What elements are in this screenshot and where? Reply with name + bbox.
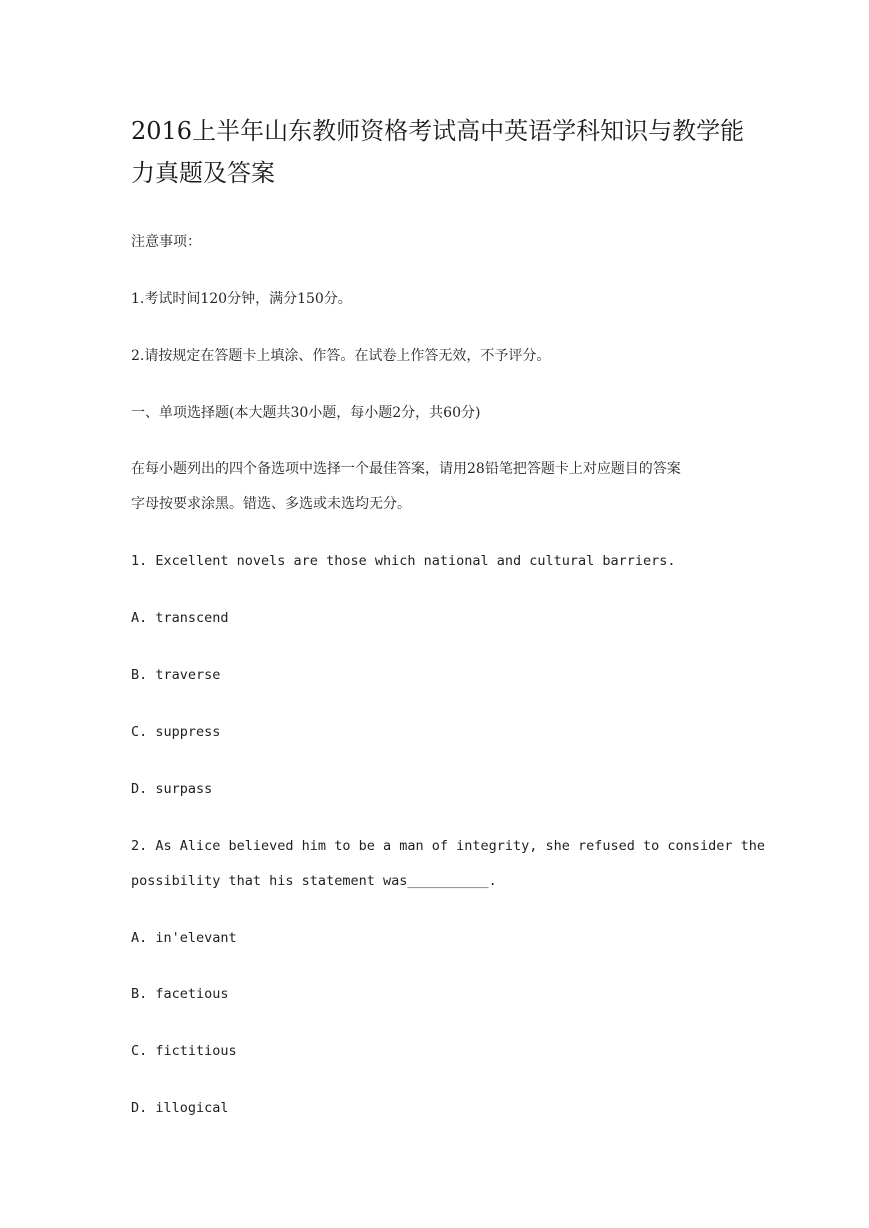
answer-option: C. fictitious bbox=[131, 1043, 237, 1059]
document-title: 2016上半年山东教师资格考试高中英语学科知识与教学能力真题及答案 bbox=[131, 117, 745, 187]
answer-option: D. illogical bbox=[131, 1100, 229, 1116]
answer-option: A. transcend bbox=[131, 610, 229, 626]
section-instruction: 字母按要求涂黑。错选、多选或未选均无分。 bbox=[131, 496, 411, 512]
section-instruction: 在每小题列出的四个备选项中选择一个最佳答案，请用28铅笔把答题卡上对应题目的答案 bbox=[131, 461, 681, 477]
answer-option: D. surpass bbox=[131, 781, 213, 797]
answer-option: B. facetious bbox=[131, 986, 229, 1002]
notice-heading: 注意事项： bbox=[131, 234, 201, 250]
question-stem: 1. Excellent novels are those which national and cultural barriers. bbox=[131, 553, 676, 569]
question-stem: 2. As Alice believed him to be a man of integrity, she refused to consider the bbox=[131, 838, 765, 854]
answer-option: A. in'elevant bbox=[131, 930, 237, 946]
notice-item: 1.考试时间120分钟，满分150分。 bbox=[131, 291, 352, 307]
answer-option: B. traverse bbox=[131, 667, 221, 683]
answer-option: C. suppress bbox=[131, 724, 221, 740]
notice-item: 2.请按规定在答题卡上填涂、作答。在试卷上作答无效，不予评分。 bbox=[131, 348, 551, 364]
question-stem: possibility that his statement was__________. bbox=[131, 873, 497, 889]
section-heading: 一、单项选择题(本大题共30小题，每小题2分，共60分) bbox=[131, 405, 481, 421]
